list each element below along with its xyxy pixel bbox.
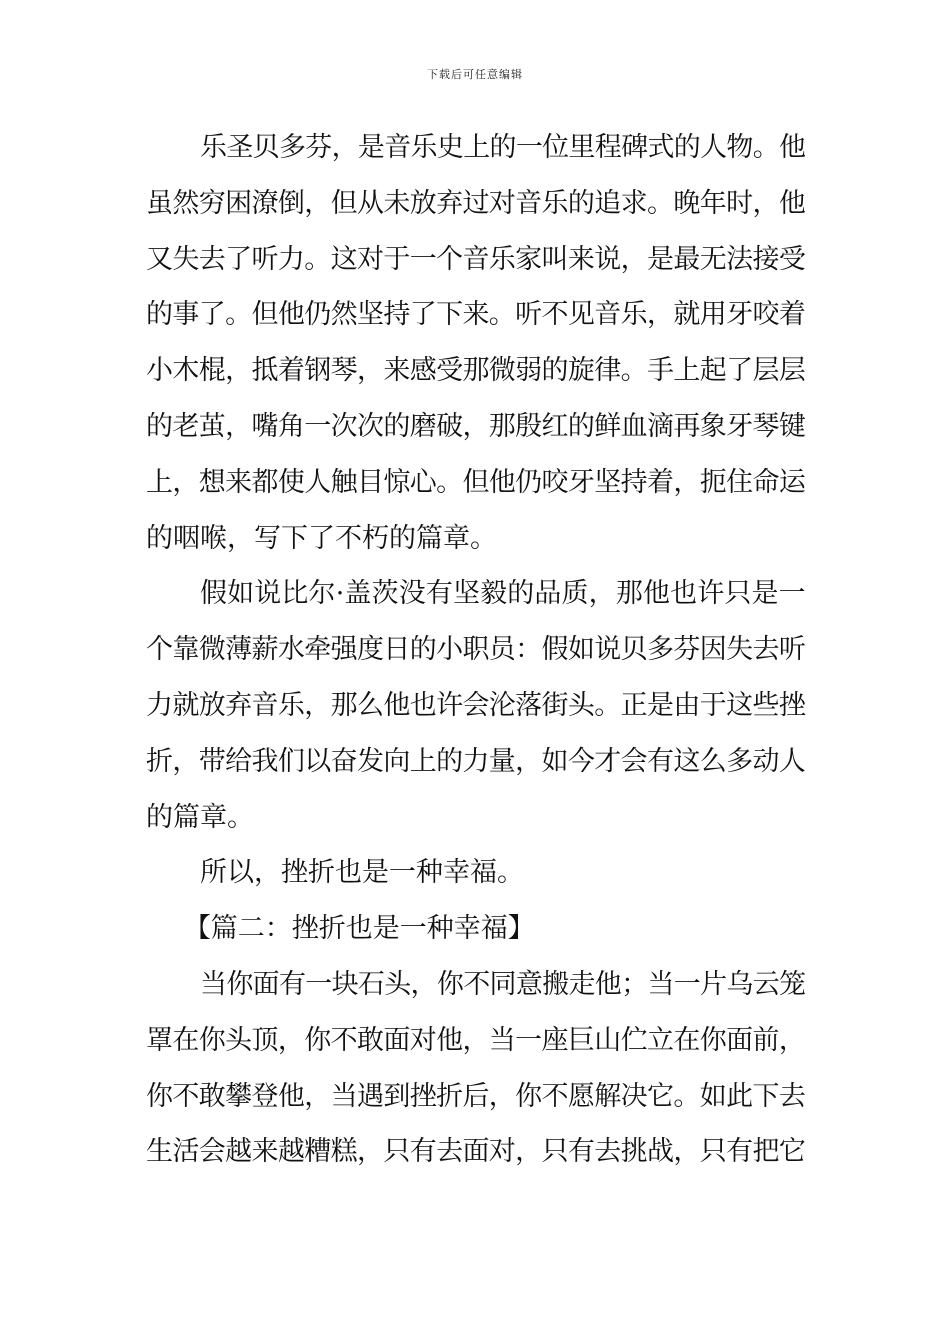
- text-line: 上，想来都使人触目惊心。但他仍咬牙坚持着，扼住命运: [146, 466, 806, 498]
- text-line: 的事了。但他仍然坚持了下来。听不见音乐，就用牙咬着: [146, 299, 806, 331]
- text-line: 的老茧，嘴角一次次的磨破，那殷红的鲜血滴再象牙琴键: [146, 411, 806, 442]
- text-line: 的篇章。: [146, 801, 254, 833]
- text-line: 你不敢攀登他，当遇到挫折后，你不愿解决它。如此下去: [146, 1080, 806, 1112]
- text-line: 个靠微薄薪水牵强度日的小职员：假如说贝多芬因失去听: [146, 634, 806, 666]
- page-header: 下载后可任意编辑: [427, 68, 523, 81]
- text-line: 罩在你头顶，你不敢面对他，当一座巨山伫立在你面前，: [146, 1024, 806, 1056]
- text-line: 虽然穷困潦倒，但从未放弃过对音乐的追求。晚年时，他: [146, 187, 806, 219]
- text-line: 假如说比尔·盖茨没有坚毅的品质，那他也许只是一: [200, 578, 806, 610]
- text-line: 当你面有一块石头，你不同意搬走他；当一片乌云笼: [200, 969, 806, 1000]
- text-line: 折，带给我们以奋发向上的力量，如今才会有这么多动人: [146, 745, 806, 777]
- text-line: 的咽喉，写下了不朽的篇章。: [146, 522, 497, 554]
- text-line: 力就放弃音乐，那么他也许会沦落街头。正是由于这些挫: [146, 690, 806, 721]
- text-line: 乐圣贝多芬，是音乐史上的一位里程碑式的人物。他: [200, 132, 806, 163]
- text-line: 生活会越来越糟糕，只有去面对，只有去挑战，只有把它: [146, 1136, 806, 1168]
- text-line: 所以，挫折也是一种幸福。: [200, 857, 524, 889]
- text-line: 又失去了听力。这对于一个音乐家叫来说，是最无法接受: [146, 243, 806, 275]
- section-heading: 【篇二：挫折也是一种幸福】: [183, 913, 535, 945]
- text-line: 小木棍，抵着钢琴，来感受那微弱的旋律。手上起了层层: [146, 355, 806, 387]
